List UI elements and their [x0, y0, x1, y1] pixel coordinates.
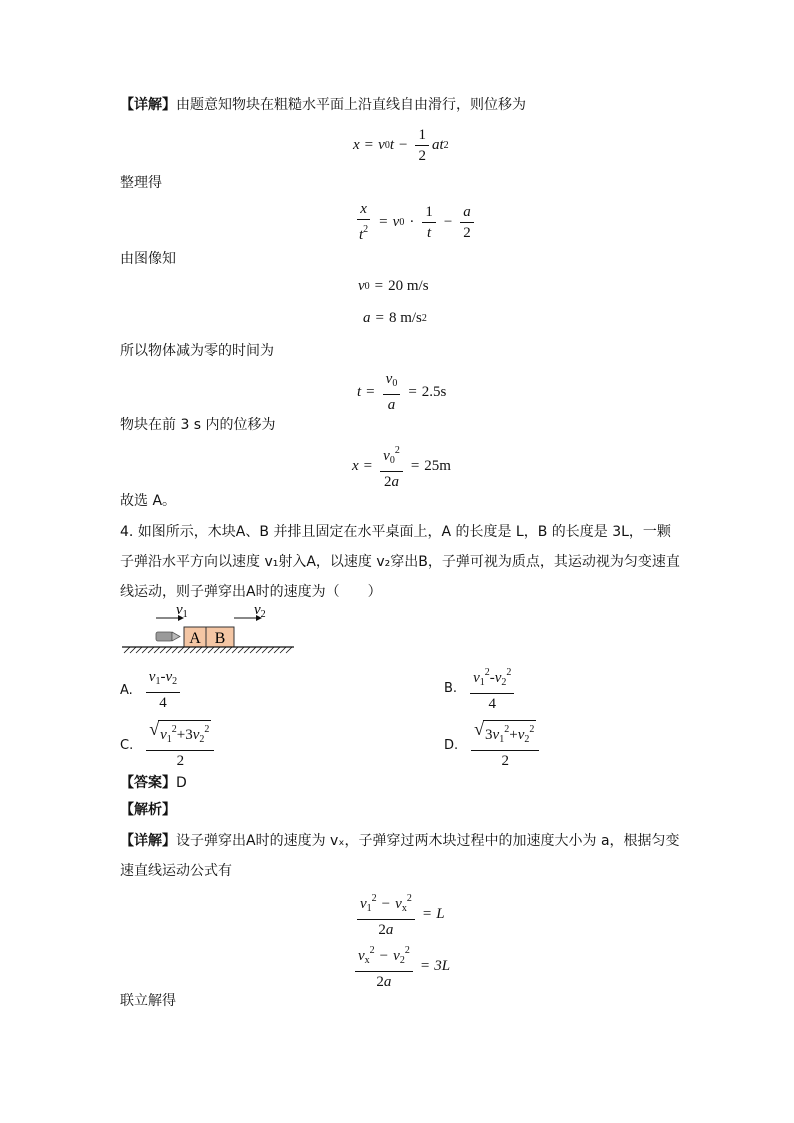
detail-tag-2: 【详解】	[120, 833, 176, 849]
detail-paragraph-1: 【详解】由题意知物块在粗糙水平面上沿直线自由滑行，则位移为	[120, 97, 526, 113]
text-solve: 联立解得	[120, 993, 176, 1009]
svg-text:A: A	[189, 630, 201, 647]
svg-text:B: B	[214, 630, 226, 647]
equation-displacement-result: x = $\frac{v_0^2}{2a}$ = 25m	[352, 442, 451, 491]
equation-rearranged: $\frac{x}{t^2}$ = v 0 · $\frac{1}{t}$ − $\frac{a}{2}$	[353, 200, 477, 244]
question-4: 4. 如图所示，木块A、B 并排且固定在水平桌面上，A 的长度是 L，B 的长度是 3L，一颗子弹沿水平方向以速度 v₁射入A，以速度 v₂穿出B，子弹可视为质点，其运动视为匀变速直线运动，则子弹穿出A时的速度为（ ）	[120, 524, 680, 600]
equation-a: a = 8 m/s 2	[363, 310, 427, 326]
text-rearrange: 整理得	[120, 175, 162, 191]
text-displacement-3s: 物块在前 3 s 内的位移为	[120, 417, 276, 433]
option-d[interactable]: D. √ $3v_1^2+v_2^2$ 2	[444, 720, 542, 770]
bullet	[156, 632, 180, 641]
answer-line	[120, 772, 187, 794]
option-b[interactable]: B. $\frac{v_1^2-v_2^2}{4}$	[444, 664, 517, 713]
label-v2: $v_2$	[254, 602, 266, 620]
answer-value: D	[176, 775, 187, 791]
text-time-to-zero: 所以物体减为零的时间为	[120, 343, 274, 359]
equation-time: t = $\frac{v_0}{a}$ = 2.5s	[357, 371, 447, 413]
equation-displacement: x = v 0 t − $\frac{1}{2}$ at 2	[353, 127, 449, 164]
text-from-graph: 由图像知	[120, 251, 176, 267]
equation-block-a: $\frac{v_1^2 - v_x^2}{2a}$ = L	[354, 890, 445, 939]
equation-block-b: $\frac{v_x^2 - v_2^2}{2a}$ = 3L	[352, 942, 450, 991]
equation-v0: v 0 = 20 m/s	[358, 278, 429, 294]
option-c[interactable]: C. √ $v_1^2+3v_2^2$ 2	[120, 720, 217, 770]
detail-paragraph-2: 【详解】设子弹穿出A时的速度为 vₓ，子弹穿过两木块过程中的加速度大小为 a，根据匀变速直线运动公式有	[120, 833, 680, 879]
table-surface	[122, 647, 294, 653]
label-v1: $v_1$	[176, 602, 188, 620]
analysis-tag: 【解析】	[120, 802, 176, 818]
text-choose-a: 故选 A。	[120, 493, 177, 509]
answer-tag: 【答案】	[120, 775, 176, 791]
option-a[interactable]: A. $\frac{v_1-v_2}{4}$	[120, 668, 183, 712]
detail-tag: 【详解】	[120, 97, 176, 113]
bullet-blocks-figure	[118, 600, 298, 658]
